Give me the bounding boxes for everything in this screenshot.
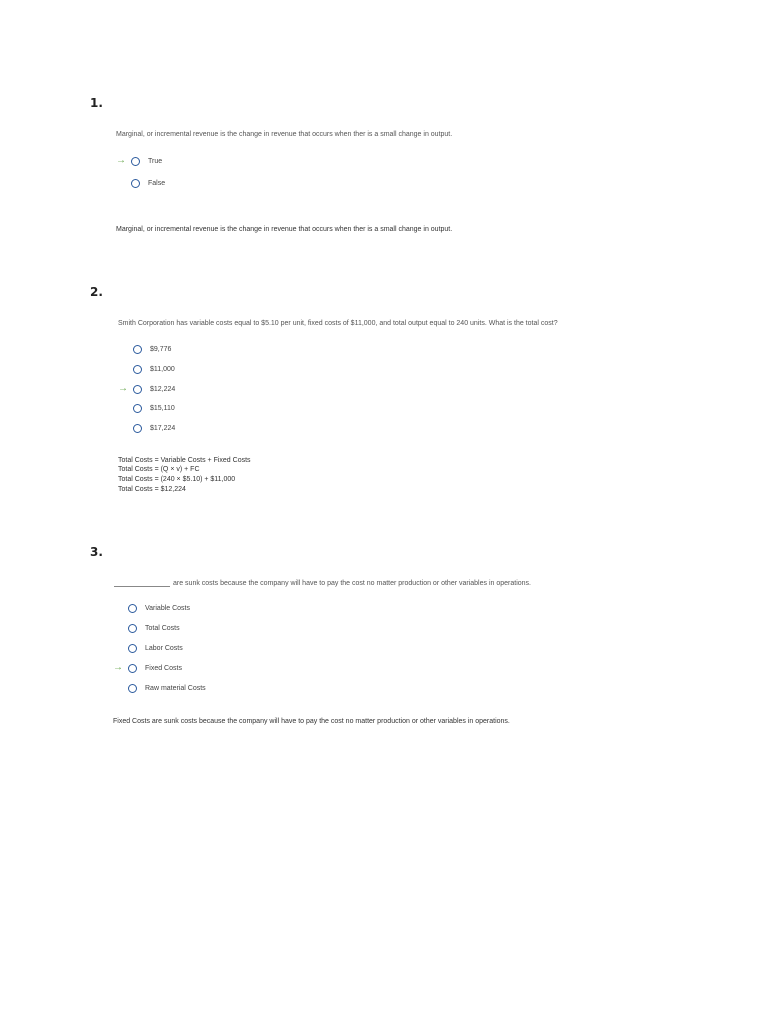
question-1-prompt: Marginal, or incremental revenue is the change in revenue that occurs when ther is a small change in output. — [116, 131, 453, 138]
q1-option-false[interactable] — [131, 176, 165, 190]
fill-in-blank — [114, 579, 170, 587]
q3-option-2[interactable] — [128, 621, 180, 635]
radio-icon[interactable] — [133, 385, 142, 394]
option-label: Raw material Costs — [145, 684, 206, 692]
option-label: Fixed Costs — [145, 664, 182, 672]
radio-icon[interactable] — [131, 157, 140, 166]
q2-option-5[interactable] — [133, 421, 175, 435]
option-label: $12,224 — [150, 385, 176, 393]
calc-line: Total Costs = (240 × $5.10) + $11,000 — [118, 476, 236, 483]
question-3-explanation: Fixed Costs are sunk costs because the company will have to pay the cost no matter production or other variables in operations. — [113, 718, 510, 725]
radio-icon[interactable] — [131, 179, 140, 188]
option-label: $9,776 — [150, 345, 172, 353]
q3-option-3[interactable] — [128, 641, 183, 655]
option-label: False — [148, 179, 166, 187]
question-2-prompt: Smith Corporation has variable costs equal to $5.10 per unit, fixed costs of $11,000, and total output equal to 240 units. What is the total cost? — [118, 320, 558, 327]
question-1-number: 1. — [90, 96, 103, 110]
q2-option-4[interactable] — [133, 401, 175, 415]
option-label: $17,224 — [150, 424, 176, 432]
radio-icon[interactable] — [133, 345, 142, 354]
question-2-number: 2. — [90, 285, 103, 299]
calc-line: Total Costs = (Q × v) + FC — [118, 466, 200, 473]
option-label: $11,000 — [150, 365, 175, 373]
radio-icon[interactable] — [128, 604, 137, 613]
calc-line: Total Costs = $12,224 — [118, 486, 186, 493]
radio-icon[interactable] — [128, 644, 137, 653]
q3-option-1[interactable] — [128, 601, 190, 615]
question-3-prompt — [114, 579, 531, 587]
q2-option-3[interactable] — [133, 382, 175, 396]
question-1-explanation: Marginal, or incremental revenue is the change in revenue that occurs when ther is a small change in output. — [116, 226, 453, 233]
radio-icon[interactable] — [133, 404, 142, 413]
option-label: Variable Costs — [145, 604, 191, 612]
calc-line: Total Costs = Variable Costs + Fixed Costs — [118, 457, 251, 464]
option-label: $15,110 — [150, 404, 175, 412]
question-3-number: 3. — [90, 545, 103, 559]
q3-option-4[interactable] — [128, 661, 182, 675]
arrow-right-icon: → — [116, 155, 126, 166]
radio-icon[interactable] — [128, 624, 137, 633]
radio-icon[interactable] — [133, 365, 142, 374]
radio-icon[interactable] — [128, 664, 137, 673]
arrow-right-icon: → — [118, 383, 128, 394]
q1-option-true[interactable] — [131, 154, 162, 168]
arrow-right-icon: → — [113, 662, 123, 673]
q2-option-1[interactable] — [133, 342, 171, 356]
q3-option-5[interactable] — [128, 681, 206, 695]
option-label: Total Costs — [145, 624, 180, 632]
radio-icon[interactable] — [128, 684, 137, 693]
q2-option-2[interactable] — [133, 362, 175, 376]
question-3-prompt-text: are sunk costs because the company will have to pay the cost no matter production or other variables in operations. — [173, 580, 531, 587]
option-label: Labor Costs — [145, 644, 183, 652]
radio-icon[interactable] — [133, 424, 142, 433]
option-label: True — [148, 157, 163, 165]
